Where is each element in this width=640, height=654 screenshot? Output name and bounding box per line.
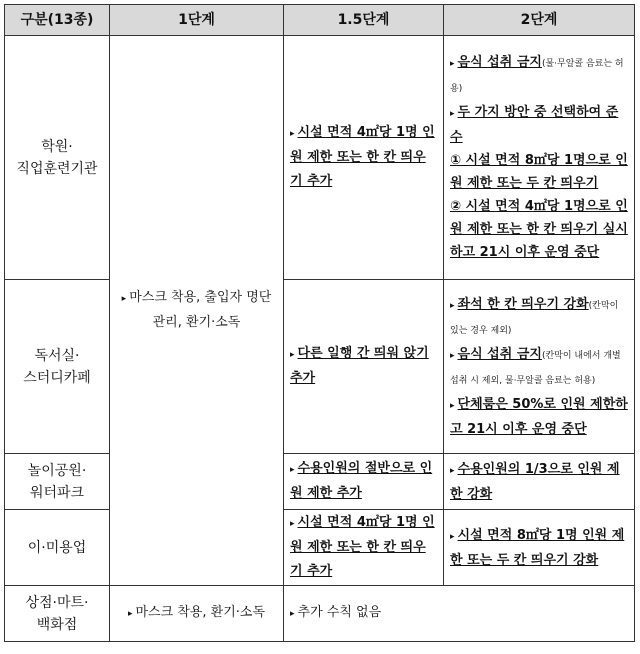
stage2-item: ① 시설 면적 8㎡당 1명으로 인원 제한 또는 두 칸 띄우기 [450, 153, 628, 191]
category-cell [5, 454, 110, 510]
bullet-icon: ▸ [290, 465, 295, 475]
header-category: 구분(13종) [5, 5, 110, 36]
category-cell [5, 510, 110, 586]
stage15-text: 수용인원의 절반으로 인원 제한 추가 [290, 461, 433, 501]
stage2-cell [444, 510, 635, 586]
stage2-item: ▸ 시설 면적 8㎡당 1명 인원 제한 또는 두 칸 띄우기 강화 [450, 527, 625, 568]
bullet-icon: ▸ [121, 294, 127, 304]
bullet-icon: ▸ [450, 300, 455, 311]
stage15-cell [284, 510, 444, 586]
bullet-icon: ▸ [290, 609, 295, 619]
bullet-icon: ▸ [450, 109, 455, 119]
table-row [5, 454, 635, 510]
stage2-cell [444, 36, 635, 280]
stage15-cell [284, 454, 444, 510]
table-row [5, 280, 635, 454]
category-cell [5, 280, 110, 454]
category-line: 스터디카페 [23, 369, 91, 386]
table-row [5, 36, 635, 280]
stage1-text: 마스크 착용, 출입자 명단 관리, 환기·소독 [129, 290, 272, 330]
stage2-item: ▸ 음식 섭취 금지(물·무알콜 음료는 허용) [450, 55, 624, 94]
stage2-item: ▸ 좌석 한 칸 띄우기 강화(칸막이 있는 경우 제외) [450, 296, 619, 336]
category-line: 백화점 [36, 616, 78, 633]
bullet-icon: ▸ [127, 609, 133, 619]
stage1-cell [110, 586, 284, 642]
category-line: 독서실· [34, 347, 80, 364]
stage1-text: 마스크 착용, 환기·소독 [135, 605, 266, 620]
category-line: 워터파크 [29, 484, 85, 501]
header-stage2: 2단계 [444, 5, 635, 36]
stage2-item: ② 시설 면적 4㎡당 1명으로 인원 제한 또는 한 칸 띄우기 실시하고 21시 이후 운영 중단 [450, 199, 628, 260]
stage15-text: 시설 면적 4㎡당 1명 인원 제한 또는 한 칸 띄우기 추가 [290, 515, 435, 579]
category-line: 직업훈련기관 [16, 160, 98, 177]
stage15-merged-cell [284, 586, 635, 642]
bullet-icon: ▸ [450, 531, 455, 542]
stage1-shared-cell [110, 36, 284, 586]
bullet-icon: ▸ [290, 129, 295, 139]
header-row [5, 5, 635, 36]
category-cell [5, 586, 110, 642]
table-row [5, 510, 635, 586]
stage2-cell [444, 280, 635, 454]
stage15-text: 시설 면적 4㎡당 1명 인원 제한 또는 한 칸 띄우기 추가 [290, 125, 435, 189]
bullet-icon: ▸ [450, 465, 455, 476]
stage15-cell [284, 36, 444, 280]
stage15-text: 다른 일행 간 띄워 앉기 추가 [290, 346, 429, 386]
stage2-item: ▸ 음식 섭취 금지(칸막이 내에서 개별 섭취 시 제외, 물·무알콜 음료는 허용) [450, 346, 621, 386]
bullet-icon: ▸ [290, 519, 295, 529]
category-cell [5, 36, 110, 280]
stage2-cell [444, 454, 635, 510]
bullet-icon: ▸ [450, 350, 455, 361]
header-stage1: 1단계 [110, 5, 284, 36]
bullet-icon: ▸ [290, 350, 295, 360]
category-line: 학원· [41, 138, 73, 155]
bullet-icon: ▸ [450, 400, 455, 411]
stage2-item: ▸ 단체룸은 50%로 인원 제한하고 21시 이후 운영 중단 [450, 396, 628, 437]
category-line: 이·미용업 [27, 539, 87, 556]
bullet-icon: ▸ [450, 59, 455, 69]
header-stage15: 1.5단계 [284, 5, 444, 36]
category-line: 놀이공원· [27, 462, 87, 479]
stage2-item: ▸ 두 가지 방안 중 선택하여 준수 [450, 105, 619, 145]
regulation-table [4, 4, 635, 642]
table-row [5, 586, 635, 642]
stage15-cell [284, 280, 444, 454]
category-line: 상점·마트· [25, 594, 89, 611]
stage2-item: ▸ 수용인원의 1/3으로 인원 제한 강화 [450, 461, 620, 502]
stage15-text: 추가 수칙 없음 [297, 605, 382, 620]
